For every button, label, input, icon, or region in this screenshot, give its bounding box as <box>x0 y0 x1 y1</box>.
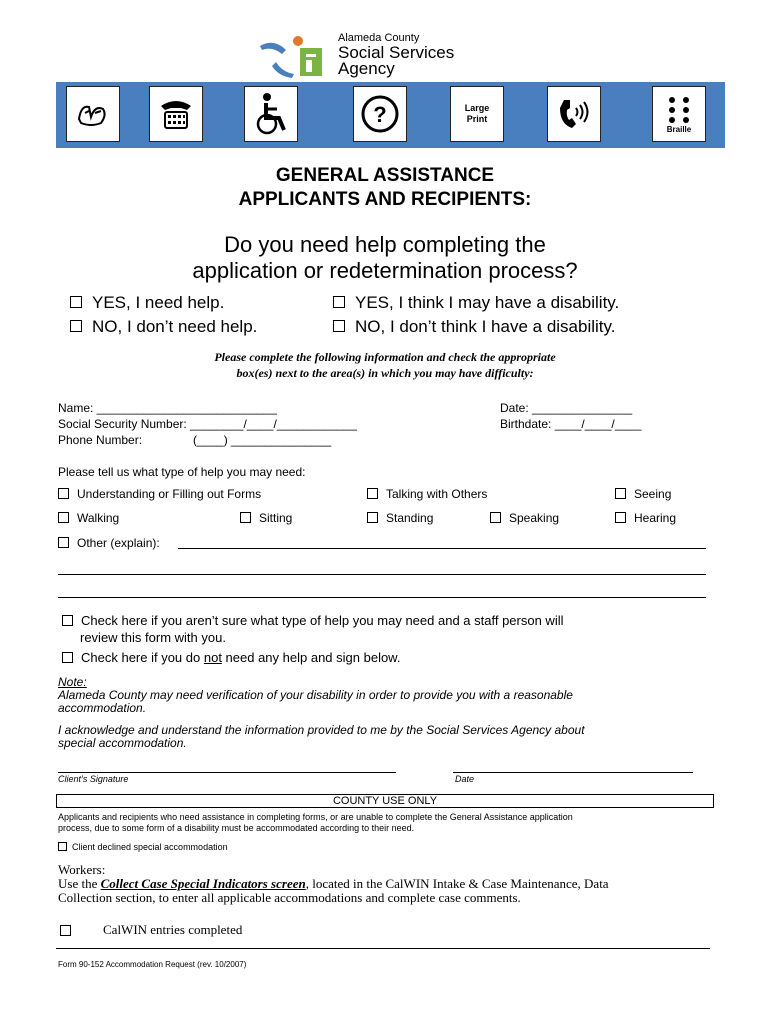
county-use-header: COUNTY USE ONLY <box>56 794 714 808</box>
help-sitting[interactable]: Sitting <box>240 511 292 525</box>
signature-date-line[interactable] <box>453 772 693 773</box>
other-explain-line-1[interactable] <box>178 548 706 549</box>
hearing-phone-icon <box>547 86 601 142</box>
signature-line[interactable] <box>58 772 396 773</box>
workers-label: Workers: <box>58 862 106 877</box>
checkbox[interactable] <box>333 320 345 332</box>
divider <box>56 948 710 949</box>
checkbox[interactable] <box>58 537 69 548</box>
title-line2: APPLICANTS AND RECIPIENTS: <box>238 189 532 210</box>
braille-label: Braille <box>666 124 692 134</box>
phone-label: Phone Number: <box>58 433 143 447</box>
svg-text:?: ? <box>373 102 387 127</box>
large-print-label: Large Print <box>464 103 490 124</box>
county-use-line2: process, due to some form of a disability must be accommodated according to their need. <box>58 823 415 833</box>
agency-logo <box>258 32 528 78</box>
other-explain-line-3[interactable] <box>58 597 706 598</box>
calwin-entries[interactable]: CalWIN entries completed <box>60 922 242 938</box>
check-no-help[interactable]: Check here if you do not need any help and sign below. <box>62 650 400 665</box>
checkbox[interactable] <box>240 512 251 523</box>
help-prompt: Please tell us what type of help you may need: <box>58 465 306 479</box>
help-talking[interactable]: Talking with Others <box>367 487 487 501</box>
help-seeing[interactable]: Seeing <box>615 487 671 501</box>
help-speaking[interactable]: Speaking <box>490 511 559 525</box>
check-not-sure-line2: review this form with you. <box>80 630 226 645</box>
checkbox[interactable] <box>62 652 73 663</box>
check-not-sure[interactable]: Check here if you aren’t sure what type of help you may need and a staff person will <box>62 613 563 628</box>
workers-line1: Use the Collect Case Special Indicators screen, located in the CalWIN Intake & Case Maintenance, Data <box>58 876 609 891</box>
help-walking[interactable]: Walking <box>58 511 119 525</box>
note-line2: accommodation. <box>58 701 147 715</box>
help-understanding[interactable]: Understanding or Filling out Forms <box>58 487 261 501</box>
checkbox[interactable] <box>62 615 73 626</box>
instructions-line2: box(es) next to the area(s) in which you may have difficulty: <box>236 366 534 380</box>
title-line1: GENERAL ASSISTANCE <box>275 165 495 186</box>
checkbox[interactable] <box>490 512 501 523</box>
option-yes-help[interactable]: YES, I need help. <box>70 293 224 313</box>
checkbox[interactable] <box>58 512 69 523</box>
ack-line1: I acknowledge and understand the information provided to me by the Social Services Agency about <box>58 723 585 737</box>
name-field[interactable]: Name: ___________________________ <box>58 401 277 415</box>
not-emphasis: not <box>203 650 222 665</box>
checkbox[interactable] <box>367 512 378 523</box>
checkbox[interactable] <box>70 320 82 332</box>
screen-name: Collect Case Special Indicators screen <box>100 876 306 891</box>
other-explain-line-2[interactable] <box>58 574 706 575</box>
accessibility-icon-strip <box>56 82 725 148</box>
workers-line2: Collection section, to enter all applicable accommodations and complete case comments. <box>58 890 521 905</box>
option-no-disability[interactable]: NO, I don’t think I have a disability. <box>333 317 615 337</box>
agency-logo-icon <box>258 32 328 78</box>
phone-field[interactable]: (____) _______________ <box>193 433 332 447</box>
checkbox[interactable] <box>615 512 626 523</box>
instructions-line1: Please complete the following information and check the appropriate <box>214 350 556 364</box>
checkbox[interactable] <box>367 488 378 499</box>
county-use-line1: Applicants and recipients who need assistance in completing forms, or are unable to complete the General Assistance application <box>58 812 573 822</box>
checkbox[interactable] <box>58 488 69 499</box>
option-yes-disability[interactable]: YES, I think I may have a disability. <box>333 293 619 313</box>
checkbox[interactable] <box>70 296 82 308</box>
client-declined[interactable]: Client declined special accommodation <box>58 842 228 852</box>
date-label: Date <box>455 774 475 784</box>
ack-line2: special accommodation. <box>58 736 187 750</box>
question-line1: Do you need help completing the <box>224 232 546 257</box>
checkbox[interactable] <box>58 842 67 851</box>
help-hearing[interactable]: Hearing <box>615 511 676 525</box>
ssn-field[interactable]: Social Security Number: ________/____/____________ <box>58 417 357 431</box>
birthdate-field[interactable]: Birthdate: ____/____/____ <box>500 417 642 431</box>
help-standing[interactable]: Standing <box>367 511 433 525</box>
sign-language-icon <box>66 86 120 142</box>
large-print-icon <box>450 86 504 142</box>
agency-name-line2: Agency <box>338 59 395 78</box>
note-line1: Alameda County may need verification of your disability in order to provide you with a reasonable <box>58 688 573 702</box>
form-id: Form 90-152 Accommodation Request (rev. 10/2007) <box>58 960 247 969</box>
agency-county: Alameda County <box>338 32 420 44</box>
wheelchair-icon <box>244 86 298 142</box>
tty-icon <box>149 86 203 142</box>
note-label: Note: <box>58 675 87 689</box>
question-icon <box>353 86 407 142</box>
checkbox[interactable] <box>60 925 71 936</box>
agency-name-line1: Social Services <box>338 43 455 62</box>
braille-icon <box>652 86 706 142</box>
option-no-help[interactable]: NO, I don’t need help. <box>70 317 257 337</box>
date-field[interactable]: Date: _______________ <box>500 401 633 415</box>
checkbox[interactable] <box>333 296 345 308</box>
help-other[interactable]: Other (explain): <box>58 536 160 550</box>
client-signature-label: Client’s Signature <box>58 774 129 784</box>
checkbox[interactable] <box>615 488 626 499</box>
question-line2: application or redetermination process? <box>192 258 578 283</box>
